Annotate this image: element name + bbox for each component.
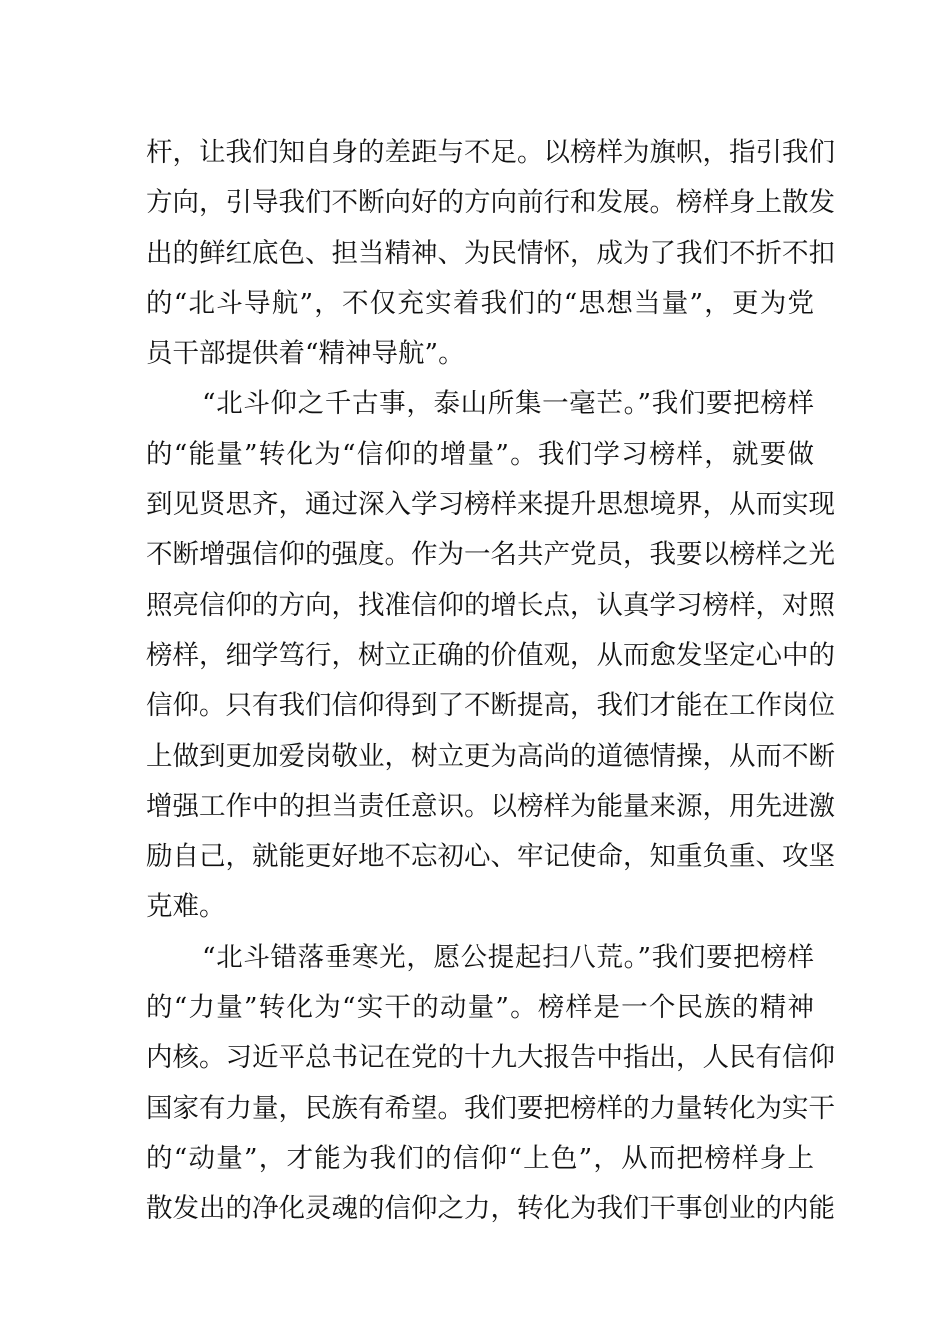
paragraph xyxy=(146,933,835,1235)
text-line: “北斗错落垂寒光，愿公提起扫八荒。”我们要把榜样 xyxy=(202,941,814,973)
paragraph xyxy=(146,379,835,932)
text-line: 的“力量”转化为“实干的动量”。榜样是一个民族的精神 xyxy=(146,992,814,1024)
text-line: 上做到更加爱岗敬业，树立更为高尚的道德情操，从而不断 xyxy=(146,740,835,772)
text-line: 内核。习近平总书记在党的十九大报告中指出，人民有信仰 xyxy=(146,1042,835,1074)
text-line: 信仰。只有我们信仰得到了不断提高，我们才能在工作岗位 xyxy=(146,690,835,722)
text-line: 到见贤思齐，通过深入学习榜样来提升思想境界，从而实现 xyxy=(146,489,835,521)
text-line: 员干部提供着“精神导航”。 xyxy=(146,338,465,370)
text-line: 增强工作中的担当责任意识。以榜样为能量来源，用先进激 xyxy=(146,790,835,822)
paragraph xyxy=(146,128,835,379)
text-line: 励自己，就能更好地不忘初心、牢记使命，知重负重、攻坚 xyxy=(146,841,835,873)
text-line: 杆，让我们知自身的差距与不足。以榜样为旗帜，指引我们 xyxy=(146,137,835,168)
text-line: 照亮信仰的方向，找准信仰的增长点，认真学习榜样，对照 xyxy=(146,589,835,621)
text-line: 的“动量”，才能为我们的信仰“上色”，从而把榜样身上 xyxy=(146,1142,814,1174)
text-line: 散发出的净化灵魂的信仰之力，转化为我们干事创业的内能 xyxy=(146,1193,835,1225)
text-line: 的“能量”转化为“信仰的增量”。我们学习榜样，就要做 xyxy=(146,438,814,470)
text-line: “北斗仰之千古事，泰山所集一毫芒。”我们要把榜样 xyxy=(202,388,814,420)
text-line: 榜样，细学笃行，树立正确的价值观，从而愈发坚定心中的 xyxy=(146,639,835,671)
text-line: 克难。 xyxy=(146,891,226,923)
text-line: 方向，引导我们不断向好的方向前行和发展。榜样身上散发 xyxy=(146,187,835,219)
text-line: 的“北斗导航”，不仅充实着我们的“思想当量”，更为党 xyxy=(146,287,814,319)
text-line: 国家有力量，民族有希望。我们要把榜样的力量转化为实干 xyxy=(146,1092,835,1124)
body-text xyxy=(146,128,835,1235)
text-line: 出的鲜红底色、担当精神、为民情怀，成为了我们不折不扣 xyxy=(146,237,835,269)
text-line: 不断增强信仰的强度。作为一名共产党员，我要以榜样之光 xyxy=(146,539,835,571)
